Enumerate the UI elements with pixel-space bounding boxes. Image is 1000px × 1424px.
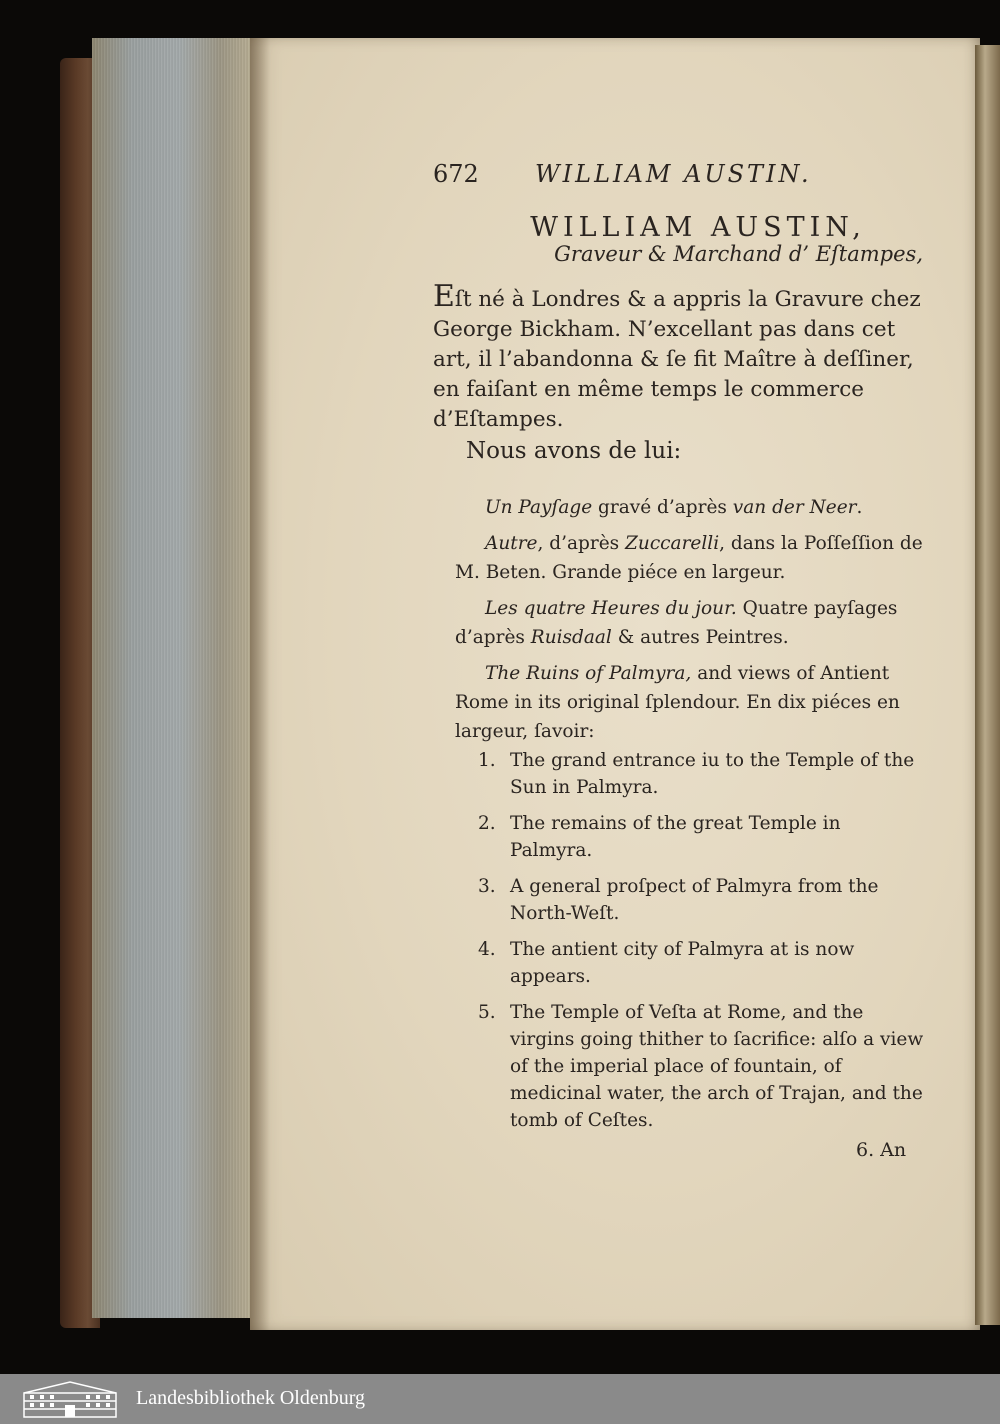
intro-text: ſt né à Londres & a appris la Gravure chez George Bickham. N’excellant pas dans cet art, il l’abandonna & ſe fit Maître à deſſiner, en faiſant en même temps le commerce d’Eſtampes. [433, 287, 921, 432]
page-fore-edge [92, 38, 252, 1318]
intro-paragraph [433, 279, 925, 435]
list-item: 4. The antient city of Palmyra at is now appears. [478, 939, 855, 987]
work-entry: Un Payſage gravé d’après van der Neer. [485, 497, 863, 518]
article-title: WILLIAM AUSTIN, [530, 212, 866, 243]
work-entry: Autre, d’après Zuccarelli, dans la Poſſeſſion de M. Beten. Grande piéce en largeur. [455, 533, 923, 583]
running-head: WILLIAM AUSTIN. [535, 160, 812, 188]
list-item: 3. A general proſpect of Palmyra from the North-Weſt. [478, 876, 879, 924]
catchword: 6. An [856, 1139, 907, 1161]
numbered-plates-list [478, 747, 926, 1143]
list-item: 1. The grand entrance iu to the Temple of the Sun in Palmyra. [478, 750, 915, 798]
work-entry: Les quatre Heures du jour. Quatre payſages d’après Ruisdaal & autres Peintres. [455, 598, 898, 648]
works-heading: Nous avons de lui: [466, 438, 682, 464]
article-subtitle: Graveur & Marchand d’ Eſtampes, [554, 242, 923, 266]
footer-bar [0, 1374, 1000, 1424]
list-item: 2. The remains of the great Temple in Palmyra. [478, 813, 841, 861]
library-name: Landesbibliothek Oldenburg [136, 1387, 366, 1409]
works-list [455, 493, 925, 753]
list-item: 5. The Temple of Veſta at Rome, and the virgins going thither to ſacrifice: alſo a view of the imperial place of fountain, of medicinal water, the arch of Trajan, and the tomb of Ceſtes. [478, 1002, 924, 1131]
work-entry: The Ruins of Palmyra, and views of Antient Rome in its original ſplendour. En dix piéces en largeur, ſavoir: [455, 663, 900, 742]
drop-initial: E [433, 279, 455, 314]
page-gutter-shadow [250, 38, 270, 1330]
facing-page-edge [975, 45, 1000, 1325]
library-building-icon [20, 1379, 120, 1419]
page-number: 672 [433, 160, 479, 188]
